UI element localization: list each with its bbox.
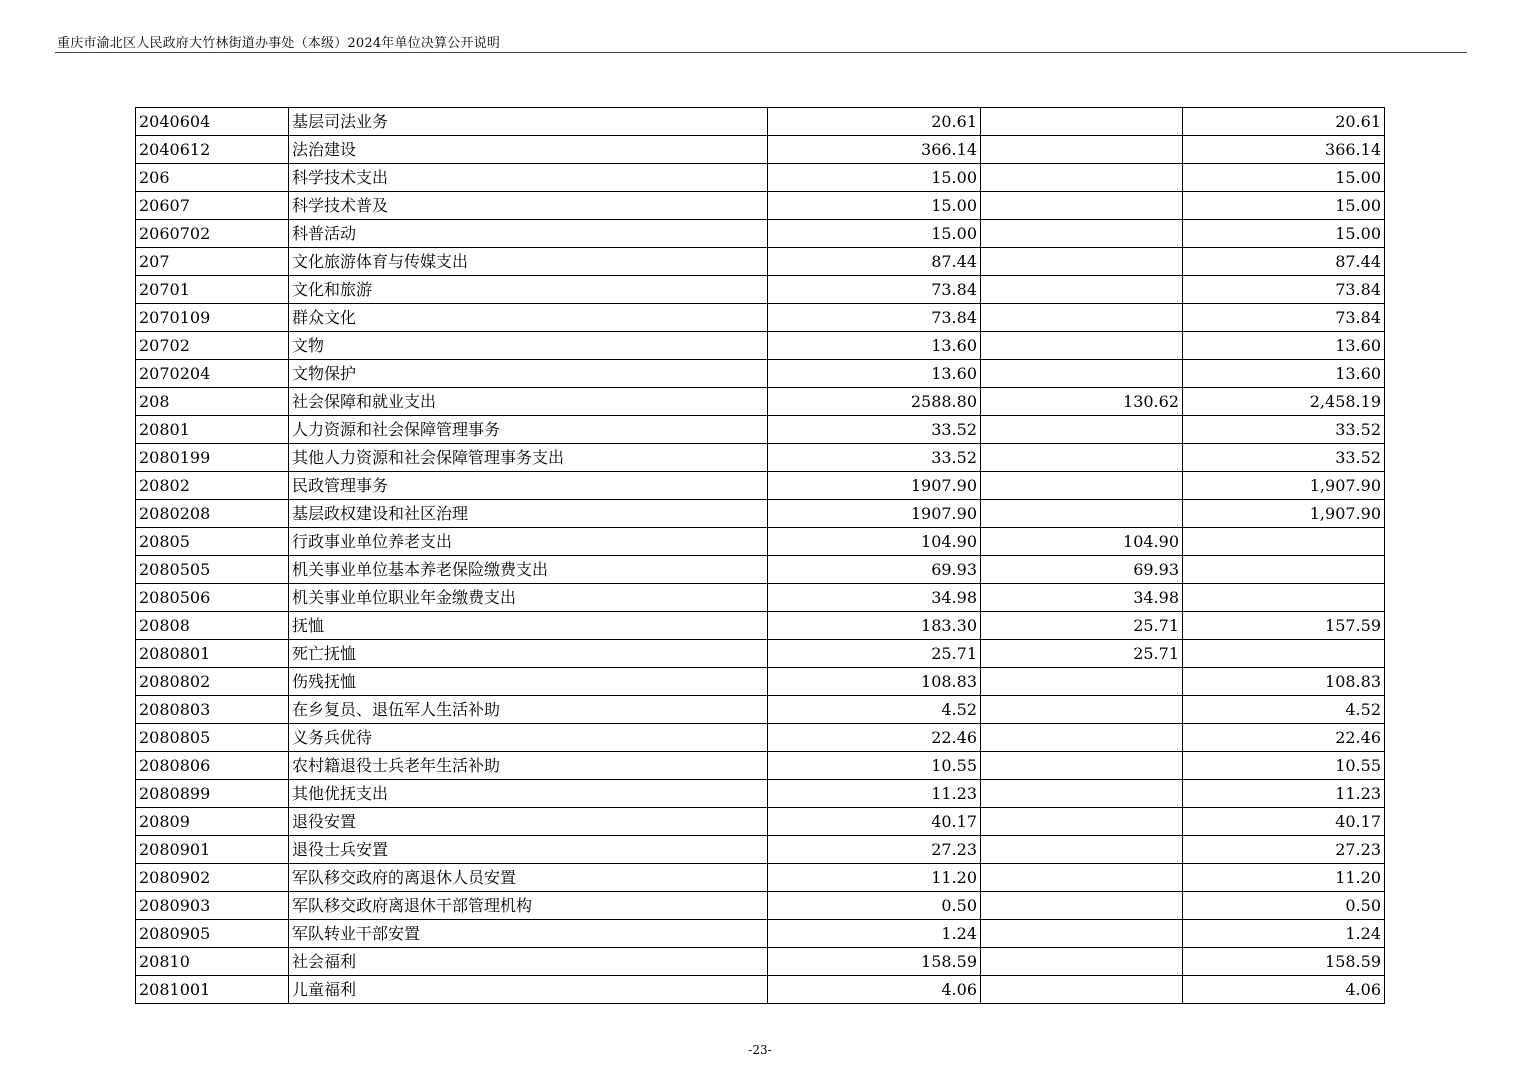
basic-expenditure-cell	[981, 724, 1183, 752]
basic-expenditure-cell	[981, 416, 1183, 444]
total-expenditure-cell: 0.50	[768, 892, 981, 920]
subject-code-cell: 20607	[136, 192, 289, 220]
basic-expenditure-cell	[981, 220, 1183, 248]
subject-code-cell: 2080902	[136, 864, 289, 892]
basic-expenditure-cell	[981, 248, 1183, 276]
table-row	[136, 724, 1385, 752]
subject-code-cell: 20808	[136, 612, 289, 640]
project-expenditure-cell: 108.83	[1183, 668, 1385, 696]
project-expenditure-cell: 1.24	[1183, 920, 1385, 948]
total-expenditure-cell: 4.06	[768, 976, 981, 1004]
basic-expenditure-cell	[981, 136, 1183, 164]
project-expenditure-cell: 15.00	[1183, 220, 1385, 248]
basic-expenditure-cell: 104.90	[981, 528, 1183, 556]
total-expenditure-cell: 11.23	[768, 780, 981, 808]
subject-name-cell: 机关事业单位基本养老保险缴费支出	[289, 556, 768, 584]
total-expenditure-cell: 15.00	[768, 164, 981, 192]
subject-code-cell: 207	[136, 248, 289, 276]
total-expenditure-cell: 183.30	[768, 612, 981, 640]
subject-name-cell: 义务兵优待	[289, 724, 768, 752]
table-row	[136, 948, 1385, 976]
table-row	[136, 416, 1385, 444]
table-row	[136, 780, 1385, 808]
project-expenditure-cell	[1183, 528, 1385, 556]
basic-expenditure-cell	[981, 500, 1183, 528]
subject-name-cell: 在乡复员、退伍军人生活补助	[289, 696, 768, 724]
total-expenditure-cell: 104.90	[768, 528, 981, 556]
total-expenditure-cell: 73.84	[768, 304, 981, 332]
subject-name-cell: 民政管理事务	[289, 472, 768, 500]
total-expenditure-cell: 366.14	[768, 136, 981, 164]
subject-name-cell: 社会福利	[289, 948, 768, 976]
subject-code-cell: 2081001	[136, 976, 289, 1004]
table-row	[136, 500, 1385, 528]
table-row	[136, 808, 1385, 836]
basic-expenditure-cell	[981, 892, 1183, 920]
subject-name-cell: 科学技术支出	[289, 164, 768, 192]
page-header-title: 重庆市渝北区人民政府大竹林街道办事处（本级）2024年单位决算公开说明	[57, 36, 501, 51]
subject-name-cell: 军队移交政府离退休干部管理机构	[289, 892, 768, 920]
total-expenditure-cell: 15.00	[768, 220, 981, 248]
basic-expenditure-cell	[981, 108, 1183, 136]
basic-expenditure-cell	[981, 864, 1183, 892]
table-row	[136, 472, 1385, 500]
table-row	[136, 976, 1385, 1004]
project-expenditure-cell: 158.59	[1183, 948, 1385, 976]
project-expenditure-cell: 73.84	[1183, 304, 1385, 332]
subject-code-cell: 2080899	[136, 780, 289, 808]
total-expenditure-cell: 158.59	[768, 948, 981, 976]
subject-name-cell: 社会保障和就业支出	[289, 388, 768, 416]
subject-name-cell: 科普活动	[289, 220, 768, 248]
basic-expenditure-cell	[981, 472, 1183, 500]
table-row	[136, 920, 1385, 948]
basic-expenditure-cell	[981, 192, 1183, 220]
budget-table	[135, 107, 1385, 1004]
total-expenditure-cell: 2588.80	[768, 388, 981, 416]
subject-code-cell: 2080905	[136, 920, 289, 948]
subject-code-cell: 2080802	[136, 668, 289, 696]
table-row	[136, 528, 1385, 556]
subject-code-cell: 2080505	[136, 556, 289, 584]
table-row	[136, 556, 1385, 584]
table-row	[136, 640, 1385, 668]
table-row	[136, 864, 1385, 892]
subject-code-cell: 2080901	[136, 836, 289, 864]
basic-expenditure-cell	[981, 360, 1183, 388]
basic-expenditure-cell	[981, 696, 1183, 724]
table-row	[136, 696, 1385, 724]
subject-code-cell: 20810	[136, 948, 289, 976]
subject-name-cell: 死亡抚恤	[289, 640, 768, 668]
table-row	[136, 360, 1385, 388]
basic-expenditure-cell	[981, 444, 1183, 472]
subject-name-cell: 军队移交政府的离退休人员安置	[289, 864, 768, 892]
project-expenditure-cell: 22.46	[1183, 724, 1385, 752]
total-expenditure-cell: 10.55	[768, 752, 981, 780]
project-expenditure-cell: 13.60	[1183, 360, 1385, 388]
project-expenditure-cell: 87.44	[1183, 248, 1385, 276]
subject-name-cell: 其他优抚支出	[289, 780, 768, 808]
subject-code-cell: 206	[136, 164, 289, 192]
project-expenditure-cell: 33.52	[1183, 416, 1385, 444]
subject-code-cell: 2080208	[136, 500, 289, 528]
total-expenditure-cell: 69.93	[768, 556, 981, 584]
table-row	[136, 612, 1385, 640]
project-expenditure-cell	[1183, 584, 1385, 612]
project-expenditure-cell: 20.61	[1183, 108, 1385, 136]
table-row	[136, 108, 1385, 136]
subject-name-cell: 群众文化	[289, 304, 768, 332]
basic-expenditure-cell: 25.71	[981, 612, 1183, 640]
table-row	[136, 164, 1385, 192]
subject-code-cell: 20701	[136, 276, 289, 304]
basic-expenditure-cell	[981, 332, 1183, 360]
subject-name-cell: 其他人力资源和社会保障管理事务支出	[289, 444, 768, 472]
total-expenditure-cell: 1907.90	[768, 472, 981, 500]
basic-expenditure-cell	[981, 948, 1183, 976]
table-row	[136, 220, 1385, 248]
total-expenditure-cell: 27.23	[768, 836, 981, 864]
project-expenditure-cell: 0.50	[1183, 892, 1385, 920]
project-expenditure-cell	[1183, 556, 1385, 584]
table-row	[136, 584, 1385, 612]
project-expenditure-cell: 4.52	[1183, 696, 1385, 724]
subject-code-cell: 2070109	[136, 304, 289, 332]
table-row	[136, 304, 1385, 332]
basic-expenditure-cell	[981, 752, 1183, 780]
subject-name-cell: 文物	[289, 332, 768, 360]
subject-name-cell: 退役安置	[289, 808, 768, 836]
subject-name-cell: 人力资源和社会保障管理事务	[289, 416, 768, 444]
total-expenditure-cell: 15.00	[768, 192, 981, 220]
subject-name-cell: 农村籍退役士兵老年生活补助	[289, 752, 768, 780]
subject-code-cell: 2080801	[136, 640, 289, 668]
subject-name-cell: 法治建设	[289, 136, 768, 164]
table-row	[136, 892, 1385, 920]
table-row	[136, 752, 1385, 780]
project-expenditure-cell: 10.55	[1183, 752, 1385, 780]
subject-name-cell: 退役士兵安置	[289, 836, 768, 864]
table-row	[136, 388, 1385, 416]
subject-code-cell: 2080903	[136, 892, 289, 920]
subject-code-cell: 2080803	[136, 696, 289, 724]
subject-code-cell: 2080805	[136, 724, 289, 752]
basic-expenditure-cell: 25.71	[981, 640, 1183, 668]
basic-expenditure-cell: 69.93	[981, 556, 1183, 584]
subject-name-cell: 军队转业干部安置	[289, 920, 768, 948]
subject-name-cell: 行政事业单位养老支出	[289, 528, 768, 556]
subject-code-cell: 208	[136, 388, 289, 416]
total-expenditure-cell: 20.61	[768, 108, 981, 136]
basic-expenditure-cell	[981, 304, 1183, 332]
total-expenditure-cell: 11.20	[768, 864, 981, 892]
subject-code-cell: 2080506	[136, 584, 289, 612]
subject-code-cell: 2040604	[136, 108, 289, 136]
table-row	[136, 248, 1385, 276]
subject-name-cell: 机关事业单位职业年金缴费支出	[289, 584, 768, 612]
subject-name-cell: 文物保护	[289, 360, 768, 388]
table-row	[136, 668, 1385, 696]
basic-expenditure-cell	[981, 920, 1183, 948]
basic-expenditure-cell	[981, 808, 1183, 836]
basic-expenditure-cell: 34.98	[981, 584, 1183, 612]
subject-name-cell: 儿童福利	[289, 976, 768, 1004]
total-expenditure-cell: 1.24	[768, 920, 981, 948]
project-expenditure-cell: 4.06	[1183, 976, 1385, 1004]
table-row	[136, 332, 1385, 360]
subject-code-cell: 2080806	[136, 752, 289, 780]
project-expenditure-cell: 73.84	[1183, 276, 1385, 304]
basic-expenditure-cell: 130.62	[981, 388, 1183, 416]
project-expenditure-cell: 366.14	[1183, 136, 1385, 164]
project-expenditure-cell: 11.23	[1183, 780, 1385, 808]
subject-code-cell: 2080199	[136, 444, 289, 472]
basic-expenditure-cell	[981, 976, 1183, 1004]
budget-table-body	[136, 108, 1385, 1004]
total-expenditure-cell: 4.52	[768, 696, 981, 724]
subject-name-cell: 科学技术普及	[289, 192, 768, 220]
page-number: -23-	[748, 1043, 772, 1057]
subject-code-cell: 2060702	[136, 220, 289, 248]
total-expenditure-cell: 40.17	[768, 808, 981, 836]
project-expenditure-cell: 2,458.19	[1183, 388, 1385, 416]
subject-code-cell: 2040612	[136, 136, 289, 164]
table-row	[136, 836, 1385, 864]
project-expenditure-cell: 13.60	[1183, 332, 1385, 360]
table-row	[136, 444, 1385, 472]
basic-expenditure-cell	[981, 668, 1183, 696]
subject-name-cell: 伤残抚恤	[289, 668, 768, 696]
table-row	[136, 192, 1385, 220]
project-expenditure-cell: 33.52	[1183, 444, 1385, 472]
total-expenditure-cell: 33.52	[768, 416, 981, 444]
total-expenditure-cell: 25.71	[768, 640, 981, 668]
basic-expenditure-cell	[981, 836, 1183, 864]
subject-code-cell: 20802	[136, 472, 289, 500]
project-expenditure-cell: 11.20	[1183, 864, 1385, 892]
total-expenditure-cell: 1907.90	[768, 500, 981, 528]
header-divider	[55, 52, 1467, 53]
table-row	[136, 136, 1385, 164]
total-expenditure-cell: 34.98	[768, 584, 981, 612]
project-expenditure-cell: 1,907.90	[1183, 472, 1385, 500]
subject-code-cell: 20702	[136, 332, 289, 360]
subject-name-cell: 抚恤	[289, 612, 768, 640]
table-row	[136, 276, 1385, 304]
project-expenditure-cell: 27.23	[1183, 836, 1385, 864]
total-expenditure-cell: 13.60	[768, 360, 981, 388]
subject-code-cell: 20809	[136, 808, 289, 836]
subject-code-cell: 20801	[136, 416, 289, 444]
subject-name-cell: 基层政权建设和社区治理	[289, 500, 768, 528]
project-expenditure-cell: 15.00	[1183, 164, 1385, 192]
total-expenditure-cell: 87.44	[768, 248, 981, 276]
project-expenditure-cell: 40.17	[1183, 808, 1385, 836]
project-expenditure-cell: 157.59	[1183, 612, 1385, 640]
project-expenditure-cell: 1,907.90	[1183, 500, 1385, 528]
total-expenditure-cell: 108.83	[768, 668, 981, 696]
subject-name-cell: 基层司法业务	[289, 108, 768, 136]
total-expenditure-cell: 13.60	[768, 332, 981, 360]
total-expenditure-cell: 22.46	[768, 724, 981, 752]
total-expenditure-cell: 33.52	[768, 444, 981, 472]
total-expenditure-cell: 73.84	[768, 276, 981, 304]
subject-code-cell: 20805	[136, 528, 289, 556]
subject-name-cell: 文化旅游体育与传媒支出	[289, 248, 768, 276]
basic-expenditure-cell	[981, 276, 1183, 304]
subject-code-cell: 2070204	[136, 360, 289, 388]
basic-expenditure-cell	[981, 780, 1183, 808]
basic-expenditure-cell	[981, 164, 1183, 192]
subject-name-cell: 文化和旅游	[289, 276, 768, 304]
project-expenditure-cell	[1183, 640, 1385, 668]
project-expenditure-cell: 15.00	[1183, 192, 1385, 220]
